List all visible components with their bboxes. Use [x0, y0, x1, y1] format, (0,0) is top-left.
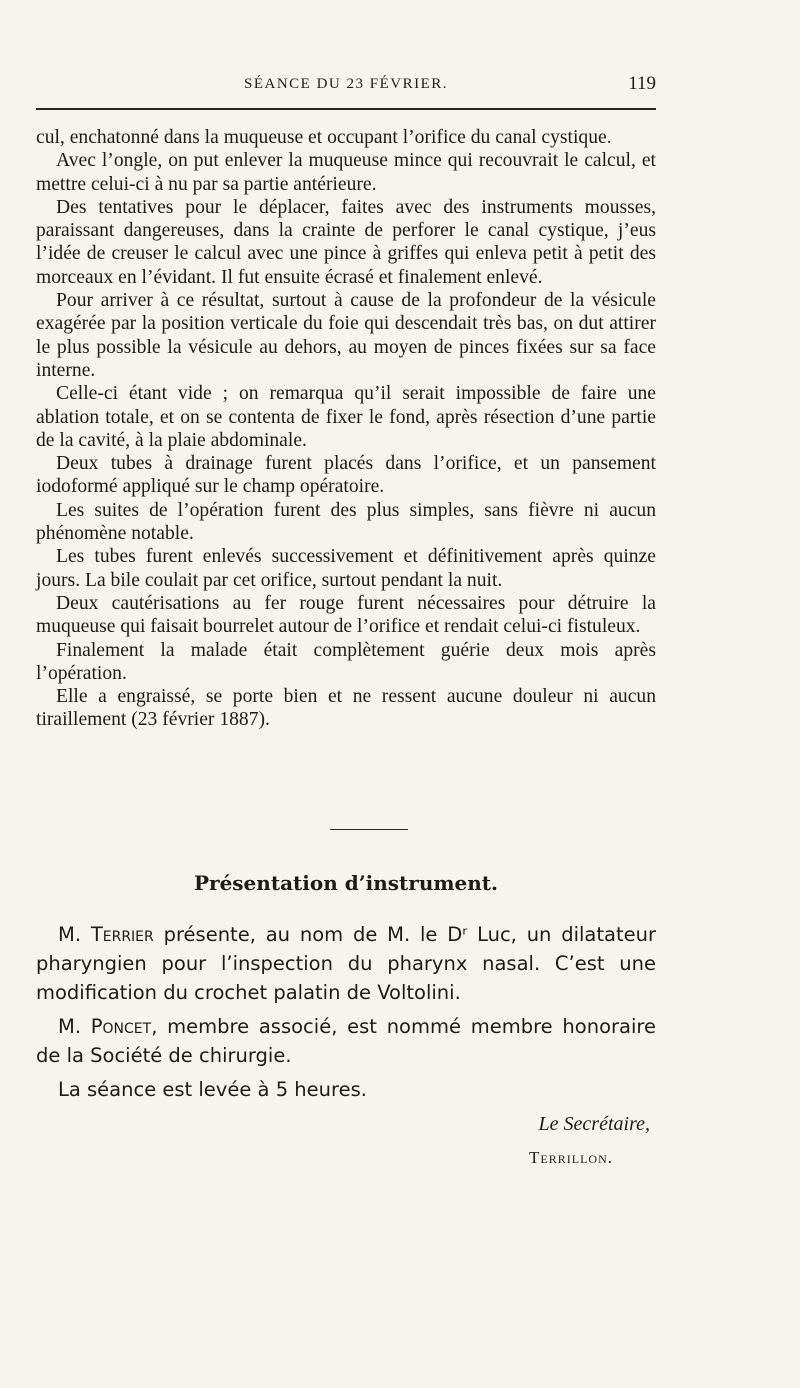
announcement-membership — [36, 1012, 656, 1070]
header-rule — [36, 108, 656, 110]
speaker-name: M. Terrier — [58, 923, 154, 946]
announcements — [36, 920, 656, 1109]
paragraph: Avec l’ongle, on put enlever la muqueuse mince qui recouvrait le calcul, et mettre celui-ci à nu par sa partie antérieure. — [36, 150, 656, 195]
running-head: SÉANCE DU 23 FÉVRIER. — [243, 76, 448, 92]
paragraph: Pour arriver à ce résultat, surtout à cause de la profondeur de la vésicule exagérée par la position verticale du foie qui descendait très bas, on dut attirer le plus possible la vésicule au dehors, au moyen de pinces fixées sur sa face interne. — [36, 290, 656, 381]
paragraph: Les suites de l’opération furent des plus simples, sans fièvre ni aucun phénomène notable. — [36, 499, 656, 545]
section-heading: Présentation d’instrument. — [194, 871, 498, 895]
signature-role: Le Secrétaire, — [538, 1113, 650, 1135]
announcement-adjourn — [36, 1075, 656, 1104]
announcement-text: , membre associé, est nommé membre honoraire de la Société de chirurgie. — [36, 1015, 656, 1067]
paragraph: Finalement la malade était complètement guérie deux mois après l’opération. — [36, 639, 656, 684]
paragraph: Des tentatives pour le déplacer, faites avec des instruments mousses, paraissant dangereuses, dans la crainte de perforer le canal cystique, j’eus l’idée de creuser le calcul avec une pince à griffes qui enleva petit à petit des morceaux en l’évidant. Il fut ensuite écrasé et finalement enlevé. — [36, 196, 656, 288]
signature-name: Terrillon. — [529, 1148, 613, 1167]
paragraph: Les tubes furent enlevés successivement et définitivement après quinze jours. La bile coulait par cet orifice, surtout pendant la nuit. — [36, 546, 656, 591]
announcement-instrument — [36, 920, 656, 1007]
paragraph: Celle-ci étant vide ; on remarqua qu’il serait impossible de faire une ablation totale, et on se contenta de fixer le fond, après résection d’une partie de la cavité, à la plaie abdominale. — [36, 383, 656, 451]
announcement-text: présente, au nom de M. le Dʳ Luc, un dilatateur pharyngien pour l’inspection du pharynx nasal. C’est une modification du crochet palatin de Voltolini. — [36, 923, 656, 1004]
section-divider — [330, 829, 408, 830]
paragraph: Elle a engraissé, se porte bien et ne ressent aucune douleur ni aucun tiraillement (23 février 1887). — [36, 686, 656, 731]
page-header — [36, 73, 656, 99]
paragraph: Deux tubes à drainage furent placés dans l’orifice, et un pansement iodoformé appliqué sur le champ opératoire. — [36, 453, 656, 498]
speaker-name: M. Poncet — [58, 1015, 152, 1038]
paragraph: Deux cautérisations au fer rouge furent nécessaires pour détruire la muqueuse qui faisait bourrelet autour de l’orifice et rendait celui-ci fistuleux. — [36, 592, 656, 638]
paragraph: cul, enchatonné dans la muqueuse et occupant l’orifice du canal cystique. — [36, 127, 612, 148]
body-text — [36, 126, 656, 732]
announcement-text: La séance est levée à 5 heures. — [58, 1078, 367, 1101]
page-number: 119 — [628, 73, 656, 94]
